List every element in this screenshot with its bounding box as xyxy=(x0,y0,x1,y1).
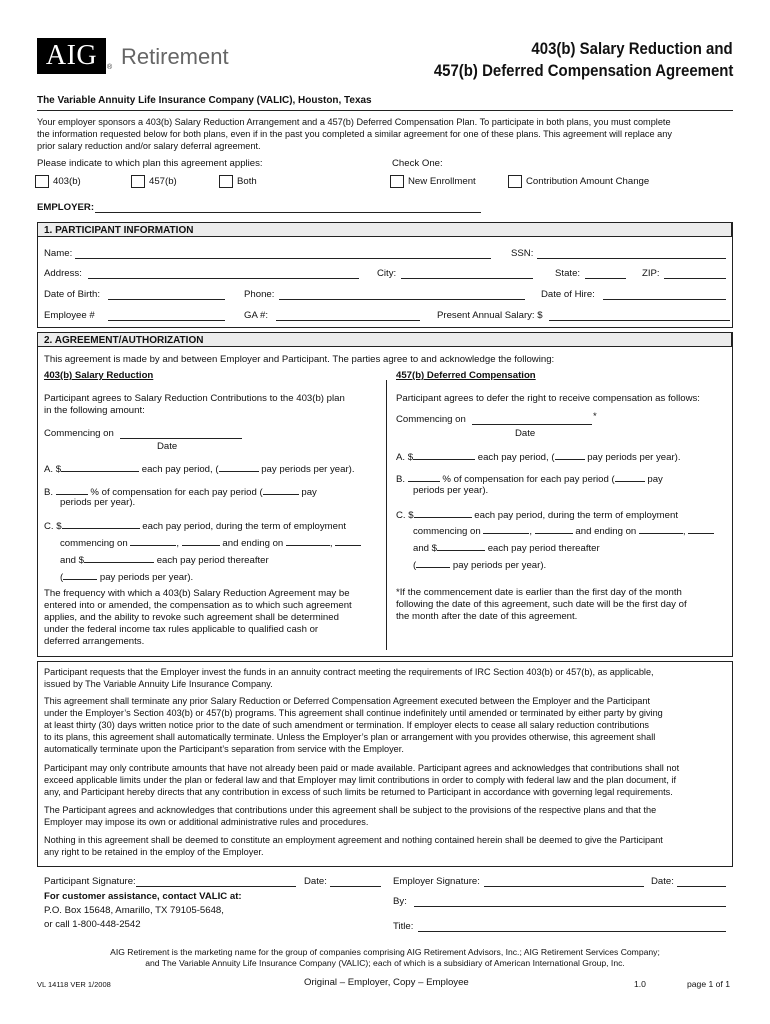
zip-field[interactable] xyxy=(664,278,726,279)
employer-signature-label: Employer Signature: xyxy=(393,876,480,887)
left-intro-403b: Participant agrees to Salary Reduction Contributions to the 403(b) plan in the following amount: xyxy=(44,393,345,416)
right-a-suffix: pay periods per year). xyxy=(587,452,681,463)
left-commencing-field[interactable] xyxy=(120,438,242,439)
right-option-a xyxy=(396,449,681,464)
company-name: The Variable Annuity Life Insurance Company (VALIC), Houston, Texas xyxy=(37,94,372,106)
ssn-label: SSN: xyxy=(511,248,534,259)
left-c-end-month-field[interactable] xyxy=(286,535,330,546)
participant-date-label: Date: xyxy=(304,876,327,887)
right-c-commencing-label: commencing on xyxy=(413,526,481,537)
right-c-prefix: C. $ xyxy=(396,510,414,521)
left-c-start-year-field[interactable] xyxy=(182,535,220,546)
page-number: page 1 of 1 xyxy=(687,979,731,989)
right-c-periods: ( pay periods per year). xyxy=(413,557,546,572)
right-c-amount-field[interactable] xyxy=(414,507,472,518)
left-c-commencing-label: commencing on xyxy=(60,538,128,549)
new-enrollment-checkbox[interactable] xyxy=(390,175,404,188)
by-field[interactable] xyxy=(414,906,726,907)
address-field[interactable] xyxy=(88,278,359,279)
left-c-thereafter xyxy=(60,552,269,567)
hire-date-field[interactable] xyxy=(603,299,726,300)
plan-403b-label: 403(b) xyxy=(53,176,81,187)
plan-403b-checkbox[interactable] xyxy=(35,175,49,188)
state-label: State: xyxy=(555,268,581,279)
right-b-prefix: B. xyxy=(396,474,406,485)
form-id: VL 14118 VER 1/2008 xyxy=(37,980,111,989)
right-c-ending-label: and ending on xyxy=(575,526,637,537)
left-commencing-label: Commencing on xyxy=(44,428,114,439)
left-a-suffix: pay periods per year). xyxy=(261,464,355,475)
check-one-label: Check One: xyxy=(392,158,443,169)
employer-label: EMPLOYER: xyxy=(37,202,95,213)
employer-signature-field[interactable] xyxy=(484,886,644,887)
left-option-c xyxy=(44,518,346,533)
disclaimer-line2: and The Variable Annuity Life Insurance Company (VALIC); each of which is a subsidiary of American International Group, Inc. xyxy=(145,958,625,968)
city-label: City: xyxy=(377,268,397,279)
left-b-pay: pay xyxy=(301,487,317,498)
customer-assistance-label: For customer assistance, contact VALIC at: xyxy=(44,891,242,902)
right-date-caption: Date xyxy=(515,428,536,439)
contribution-change-checkbox[interactable] xyxy=(508,175,522,188)
contribution-change-label: Contribution Amount Change xyxy=(526,176,650,187)
terms-termination-paragraph: This agreement shall terminate any prior Salary Reduction or Deferred Compensation Agreement executed between the Employer and the Participant under the Employer’s Section 403(b) or 457(b) programs. This agreement shall continue indefinitely until amended or terminated by either party by giving at least thirty (30) days written notice prior to the date of such amendment or termination. If employer elects to cease all salary reduction contributions to its plans, this agreement shall automatically terminate. Unless the Employer’s plan or arrangement with you provides otherwise, this agreement shall automatically terminate upon the Participant’s separation from service with the Employer. xyxy=(44,696,663,755)
hire-date-label: Date of Hire: xyxy=(541,289,595,300)
right-commencing-field[interactable] xyxy=(472,424,592,425)
plan-prompt: Please indicate to which plan this agreement applies: xyxy=(37,158,263,169)
form-version: 1.0 xyxy=(634,979,646,989)
right-a-amount-field[interactable] xyxy=(413,449,475,460)
aig-logo: AIG xyxy=(37,38,106,74)
employee-number-label: Employee # xyxy=(44,310,95,321)
title-label: Title: xyxy=(393,921,414,932)
left-title-403b: 403(b) Salary Reduction xyxy=(44,370,154,381)
name-label: Name: xyxy=(44,248,73,259)
left-a-periods-field[interactable] xyxy=(219,461,259,472)
plan-457b-checkbox[interactable] xyxy=(131,175,145,188)
by-label: By: xyxy=(393,896,407,907)
left-c-ending-label: and ending on xyxy=(222,538,284,549)
employee-number-field[interactable] xyxy=(108,320,225,321)
participant-signature-label: Participant Signature: xyxy=(44,876,136,887)
intro-paragraph: Your employer sponsors a 403(b) Salary Reduction Arrangement and a 457(b) Deferred Compensation Plan. To participate in both plans, you must complete the information requested below for both plans, even if in the past you completed a similar agreement for one of these plans. This agreement will replace any prior salary reduction and/or salary deferral agreement. xyxy=(37,117,672,152)
left-b-percent-field[interactable] xyxy=(56,484,88,495)
employer-field[interactable] xyxy=(95,212,481,213)
ga-field[interactable] xyxy=(276,320,420,321)
right-a-prefix: A. $ xyxy=(396,452,414,463)
left-b-continuation: periods per year). xyxy=(60,497,136,508)
phone-label: Phone: xyxy=(244,289,275,300)
header-rule xyxy=(37,110,733,111)
terms-invest-paragraph: Participant requests that the Employer invest the funds in an annuity contract meeting the requirements of IRC Section 403(b) or 457(b), as applicable, issued by The Variable Annuity Life Insurance Company. xyxy=(44,667,654,690)
right-option-c xyxy=(396,507,678,522)
right-b-text: % of compensation for each pay period ( xyxy=(442,474,615,485)
terms-employment-paragraph: Nothing in this agreement shall be deemed to constitute an employment agreement and nothing contained herein shall be deemed to give the Participant any right to be retained in the employ of the Employer. xyxy=(44,835,663,858)
right-c-start-year-field[interactable] xyxy=(535,523,573,534)
left-c-and-label: and $ xyxy=(60,555,85,566)
section1-heading: 1. PARTICIPANT INFORMATION xyxy=(37,222,732,237)
right-b-percent-field[interactable] xyxy=(408,471,440,482)
terms-limits-paragraph: Participant may only contribute amounts that have not already been paid or made available. Participant agrees and acknowledges that contributions shall not exceed applicable limits under the plan or federal law and that Employer may limit contributions in order to comply with federal law and the plan document, if any, and Participant hereby directs that any contribution in excess of such limits be returned to Participant in accordance with governing legal requirements. xyxy=(44,763,680,798)
copy-distribution: Original – Employer, Copy – Employee xyxy=(304,977,469,988)
terms-rules-paragraph: The Participant agrees and acknowledges that contributions under this agreement shall be subject to the provisions of the respective plans and that the Employer may impose its own or additional administrative rules and procedures. xyxy=(44,805,657,828)
logo-retirement-text: Retirement xyxy=(121,44,229,69)
right-c-and-label: and $ xyxy=(413,543,438,554)
plan-both-checkbox[interactable] xyxy=(219,175,233,188)
left-c-thereafter-amount-field[interactable] xyxy=(84,552,154,563)
phone-field[interactable] xyxy=(279,299,525,300)
column-divider xyxy=(386,380,387,650)
employer-date-field[interactable] xyxy=(677,886,726,887)
left-c-periods-text: pay periods per year). xyxy=(99,572,194,583)
zip-label: ZIP: xyxy=(642,268,660,279)
new-enrollment-label: New Enrollment xyxy=(408,176,476,187)
agreement-intro: This agreement is made by and between Employer and Participant. The parties agree to and acknowledge the following: xyxy=(44,354,555,365)
left-option-a xyxy=(44,461,355,476)
right-c-start-month-field[interactable] xyxy=(483,523,529,534)
valic-po-box: P.O. Box 15648, Amarillo, TX 79105-5648, xyxy=(44,905,224,916)
dob-label: Date of Birth: xyxy=(44,289,100,300)
title-field[interactable] xyxy=(418,931,726,932)
right-commencing-asterisk: * xyxy=(593,411,597,422)
logo-registered-mark: ® xyxy=(107,64,113,71)
plan-both-label: Both xyxy=(237,176,257,187)
dob-field[interactable] xyxy=(108,299,225,300)
right-intro-457b: Participant agrees to defer the right to receive compensation as follows: xyxy=(396,393,700,404)
right-commencing-label: Commencing on xyxy=(396,414,466,425)
left-frequency-note: The frequency with which a 403(b) Salary Reduction Agreement may be entered into or amended, the compensation as to which such agreement applies, and the ability to revoke such agreement shall be determined under the federal income tax rules applicable to qualified cash or deferred arrangements. xyxy=(44,588,352,647)
left-c-start-month-field[interactable] xyxy=(130,535,176,546)
left-c-commencing: commencing on , and ending on , xyxy=(60,535,361,550)
city-field[interactable] xyxy=(401,278,533,279)
employer-date-label: Date: xyxy=(651,876,674,887)
form-title-line2: 457(b) Deferred Compensation Agreement xyxy=(433,61,733,80)
left-c-amount-field[interactable] xyxy=(62,518,140,529)
left-c-periods: ( pay periods per year). xyxy=(60,569,193,584)
right-c-end-month-field[interactable] xyxy=(639,523,683,534)
right-c-commencing: commencing on , and ending on , xyxy=(413,523,714,538)
valic-phone: or call 1-800-448-2542 xyxy=(44,919,141,930)
salary-label: Present Annual Salary: $ xyxy=(437,310,543,321)
left-c-thereafter-text: each pay period thereafter xyxy=(156,555,269,566)
right-b-continuation: periods per year). xyxy=(413,485,489,496)
left-c-periods-field[interactable] xyxy=(63,569,97,580)
right-c-thereafter xyxy=(413,540,600,555)
right-commencement-note: *If the commencement date is earlier than the first day of the month following the date of this agreement, such date will be the first day of the month after the date of this agreement. xyxy=(396,587,687,622)
ga-label: GA #: xyxy=(244,310,268,321)
right-c-thereafter-amount-field[interactable] xyxy=(437,540,485,551)
disclaimer-line1: AIG Retirement is the marketing name for the group of companies comprising AIG Retirement Advisors, Inc.; AIG Retirement Services Company; xyxy=(110,947,660,957)
name-field[interactable] xyxy=(75,258,491,259)
salary-field[interactable] xyxy=(549,320,730,321)
right-option-b xyxy=(396,471,663,486)
left-b-text: % of compensation for each pay period ( xyxy=(90,487,263,498)
state-field[interactable] xyxy=(585,278,626,279)
right-a-periods-field[interactable] xyxy=(555,449,585,460)
right-c-thereafter-text: each pay period thereafter xyxy=(487,543,600,554)
right-b-periods-field[interactable] xyxy=(615,471,645,482)
participant-signature-field[interactable] xyxy=(136,886,296,887)
section2-heading: 2. AGREEMENT/AUTHORIZATION xyxy=(37,332,732,347)
left-a-prefix: A. $ xyxy=(44,464,62,475)
right-a-text: each pay period, ( xyxy=(477,452,555,463)
participant-date-field[interactable] xyxy=(330,886,381,887)
right-c-periods-field[interactable] xyxy=(416,557,450,568)
right-c-text: each pay period, during the term of employment xyxy=(474,510,678,521)
left-date-caption: Date xyxy=(157,441,178,452)
right-title-457b: 457(b) Deferred Compensation xyxy=(396,370,536,381)
left-a-text: each pay period, ( xyxy=(141,464,219,475)
left-c-text: each pay period, during the term of employment xyxy=(142,521,346,532)
right-c-periods-text: pay periods per year). xyxy=(452,560,547,571)
ssn-field[interactable] xyxy=(537,258,726,259)
right-b-pay: pay xyxy=(647,474,663,485)
address-label: Address: xyxy=(44,268,82,279)
left-c-end-year-field[interactable] xyxy=(335,535,361,546)
left-a-amount-field[interactable] xyxy=(61,461,139,472)
form-title-line1: 403(b) Salary Reduction and xyxy=(531,39,733,58)
right-c-end-year-field[interactable] xyxy=(688,523,714,534)
plan-457b-label: 457(b) xyxy=(149,176,177,187)
left-c-prefix: C. $ xyxy=(44,521,62,532)
left-b-periods-field[interactable] xyxy=(263,484,299,495)
left-b-prefix: B. xyxy=(44,487,54,498)
